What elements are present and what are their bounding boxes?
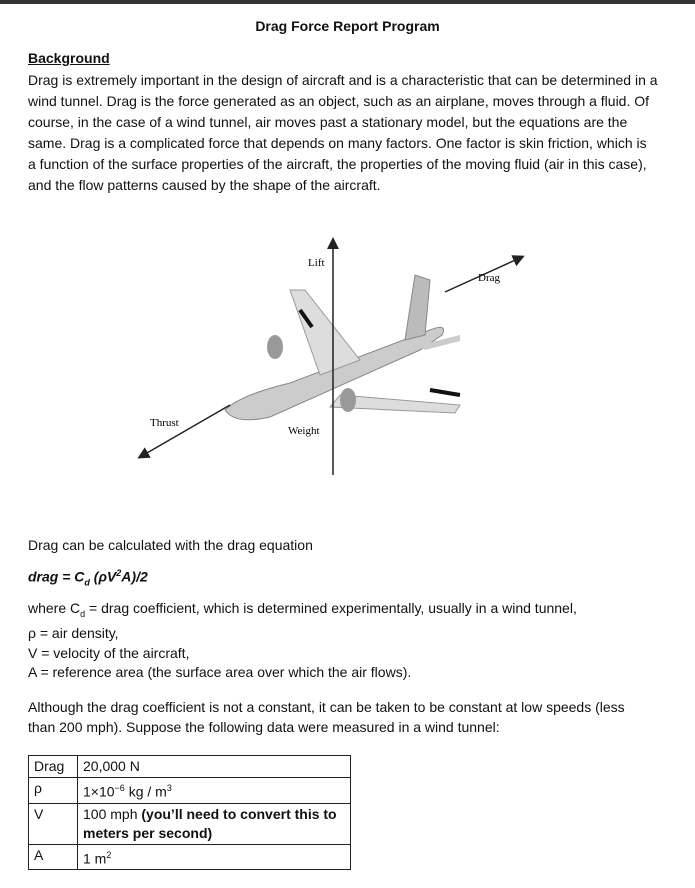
table-v-val-a: 100 mph: [83, 805, 142, 822]
thrust-label: Thrust: [150, 417, 179, 429]
lift-label: Lift: [308, 257, 325, 269]
table-v-val-bold: (you’ll need to convert this to meters per second): [83, 805, 337, 841]
table-a-key: A: [29, 844, 78, 870]
definitions-rho: ρ = air density,: [28, 625, 119, 642]
equation-sup: 2: [116, 568, 122, 578]
drag-equation: [28, 568, 148, 587]
definitions: [28, 599, 577, 683]
definitions-cd-prefix: where C: [28, 600, 81, 616]
table-drag-key: Drag: [29, 756, 78, 778]
table-rho-val-sup: 3: [166, 783, 172, 793]
thrust-arrow: [140, 405, 230, 457]
table-row: [29, 778, 351, 804]
definitions-a: A = reference area (the surface area over which the air flows).: [28, 664, 412, 681]
table-rho-key: ρ: [29, 778, 78, 804]
background-paragraph: Drag is extremely important in the design of aircraft and is a characteristic that can be determined in a wind tunnel. Drag is the force generated as an object, such as an airplane, moves through a fluid. Of course, in the case of a wind tunnel, air moves past a stationary model, but the equations are the same. Drag is a complicated force that depends on many factors. One factor is skin friction, which is a function of the surface properties of the aircraft, the properties of the moving fluid (air in this case), and the flow patterns caused by the shape of the aircraft.: [28, 72, 658, 193]
table-drag-val: 20,000 N: [78, 756, 351, 778]
table-row: [29, 844, 351, 870]
definitions-cd-sub: d: [80, 608, 86, 619]
assumption-text: Although the drag coefficient is not a constant, it can be taken to be constant at low speeds (less than 200 mph). Suppose the following data were measured in a wind tunnel:: [28, 699, 625, 735]
equation-rhs: A)/2: [121, 568, 148, 585]
airplane-icon: [225, 275, 460, 420]
definitions-cd-rest: = drag coefficient, which is determined experimentally, usually in a wind tunnel,: [85, 600, 577, 616]
equation-mid: (ρV: [89, 568, 117, 585]
table-v-key: V: [29, 803, 78, 844]
page-title: Drag Force Report Program: [255, 18, 440, 34]
weight-label: Weight: [288, 425, 320, 437]
table-row: [29, 803, 351, 844]
table-row: [29, 756, 351, 778]
table-rho-val-a: 1×10: [83, 783, 115, 800]
data-table: [28, 755, 351, 870]
table-rho-val-exp: −6: [114, 783, 125, 793]
table-a-val: 1 m: [83, 850, 107, 867]
definitions-v: V = velocity of the aircraft,: [28, 644, 190, 661]
table-a-sup: 2: [106, 849, 112, 860]
intro-text: Drag can be calculated with the drag equation: [28, 537, 313, 553]
background-heading: Background: [28, 50, 110, 66]
top-bar: [0, 0, 695, 4]
equation-sub: d: [84, 577, 90, 588]
airplane-forces-diagram: [130, 235, 550, 488]
table-rho-val-b: kg / m: [124, 783, 167, 800]
equation-lhs: drag = C: [28, 568, 85, 585]
drag-label: Drag: [478, 272, 500, 284]
